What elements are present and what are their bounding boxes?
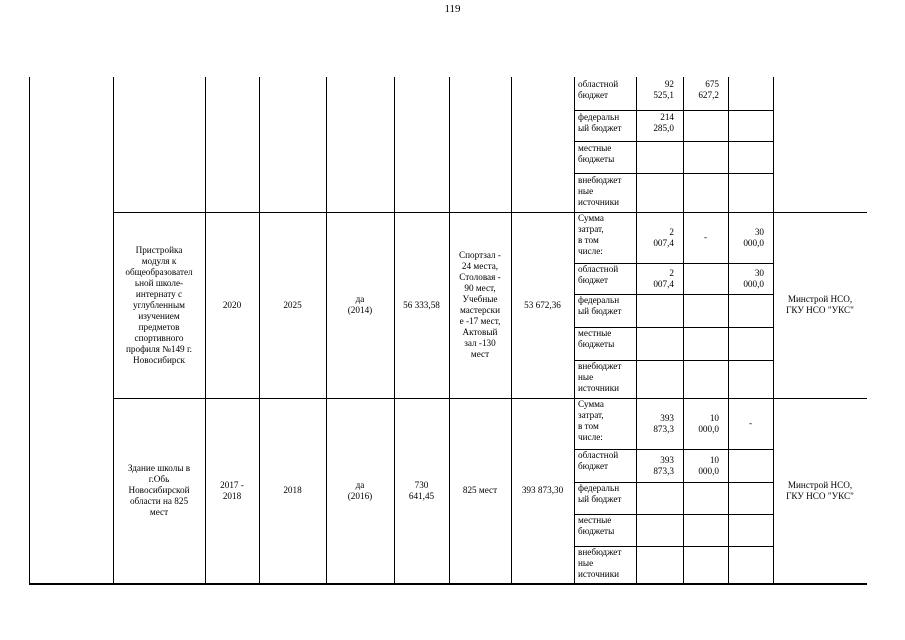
top-source-label: федеральн ый бюджет (578, 112, 622, 133)
project-capacity: 825 мест (462, 485, 498, 495)
table-rule (511, 77, 512, 583)
table-bottom-border (29, 583, 867, 585)
table-rule (728, 77, 729, 583)
funding-source-label: областной бюджет (578, 264, 619, 285)
funding-source-label: местные бюджеты (578, 515, 615, 536)
table-rule (205, 77, 206, 583)
funding-value-2: - (703, 232, 708, 242)
project-responsible: Минстрой НСО, ГКУ НСО "УКС" (786, 294, 854, 315)
project-name: Пристройка модуля к общеобразовател ьной школе- интернату с углубленным изучением предметов спортивного профиля №149 г. Новосибирск (125, 245, 193, 365)
funding-source-label: внебюджет ные источники (578, 547, 622, 579)
project-name: Здание школы в г.Обь Новосибирской области на 825 мест (127, 463, 191, 517)
table-rule (683, 77, 684, 583)
project-capacity: Спортзал - 24 места, Столовая - 90 мест, Учебные мастерски е -17 мест, Актовый зал -130 мест (459, 250, 501, 359)
top-source-label: внебюджет ные источники (578, 175, 622, 207)
project-responsible: Минстрой НСО, ГКУ НСО "УКС" (786, 480, 854, 501)
funding-source-label: местные бюджеты (578, 328, 615, 349)
row-rule (574, 110, 773, 111)
page-number: 119 (444, 3, 461, 15)
funding-value-1: 393 873,3 (653, 413, 674, 434)
table-rule (574, 77, 575, 583)
funding-value-1: 393 873,3 (653, 455, 674, 476)
top-source-label: местные бюджеты (578, 143, 615, 164)
project-estimated-cost: 56 333,58 (403, 300, 440, 310)
top-value-1: 92 525,1 (653, 79, 674, 100)
top-source-label: областной бюджет (578, 79, 619, 100)
funding-source-label: федеральн ый бюджет (578, 295, 622, 316)
project-design-status: да (2016) (347, 480, 373, 501)
project-remaining-cost: 53 672,36 (524, 300, 561, 310)
table-left-border (29, 77, 30, 583)
funding-value-2: 10 000,0 (698, 455, 719, 476)
project-start-year: 2020 (222, 300, 242, 310)
table-rule (259, 77, 260, 583)
table-rule (773, 77, 774, 583)
top-value-1: 214 285,0 (653, 112, 674, 133)
table-rule (326, 77, 327, 583)
project-end-year: 2025 (283, 300, 302, 310)
project-design-status: да (2014) (347, 294, 373, 315)
funding-value-1: 2 007,4 (653, 227, 674, 248)
table-rule (636, 77, 637, 583)
funding-source-label: Сумма затрат, в том числе: (578, 399, 605, 442)
row-rule (574, 141, 773, 142)
table-rule (394, 77, 395, 583)
project-remaining-cost: 393 873,30 (521, 485, 564, 495)
funding-value-3: 30 000,0 (743, 227, 764, 248)
funding-value-3: - (748, 418, 753, 428)
funding-value-1: 2 007,4 (653, 268, 674, 289)
funding-source-label: областной бюджет (578, 450, 619, 471)
project-end-year: 2018 (283, 485, 302, 495)
funding-source-label: Сумма затрат, в том числе: (578, 213, 605, 256)
project-start-year: 2017 - 2018 (220, 480, 244, 501)
funding-value-3: 30 000,0 (743, 268, 764, 289)
project-estimated-cost: 730 641,45 (408, 480, 435, 501)
project-separator (113, 212, 867, 213)
funding-source-label: федеральн ый бюджет (578, 483, 622, 504)
funding-source-label: внебюджет ные источники (578, 361, 622, 393)
row-rule (574, 173, 773, 174)
project-separator (113, 398, 867, 399)
funding-value-2: 10 000,0 (698, 413, 719, 434)
top-value-2: 675 627,2 (698, 79, 719, 100)
